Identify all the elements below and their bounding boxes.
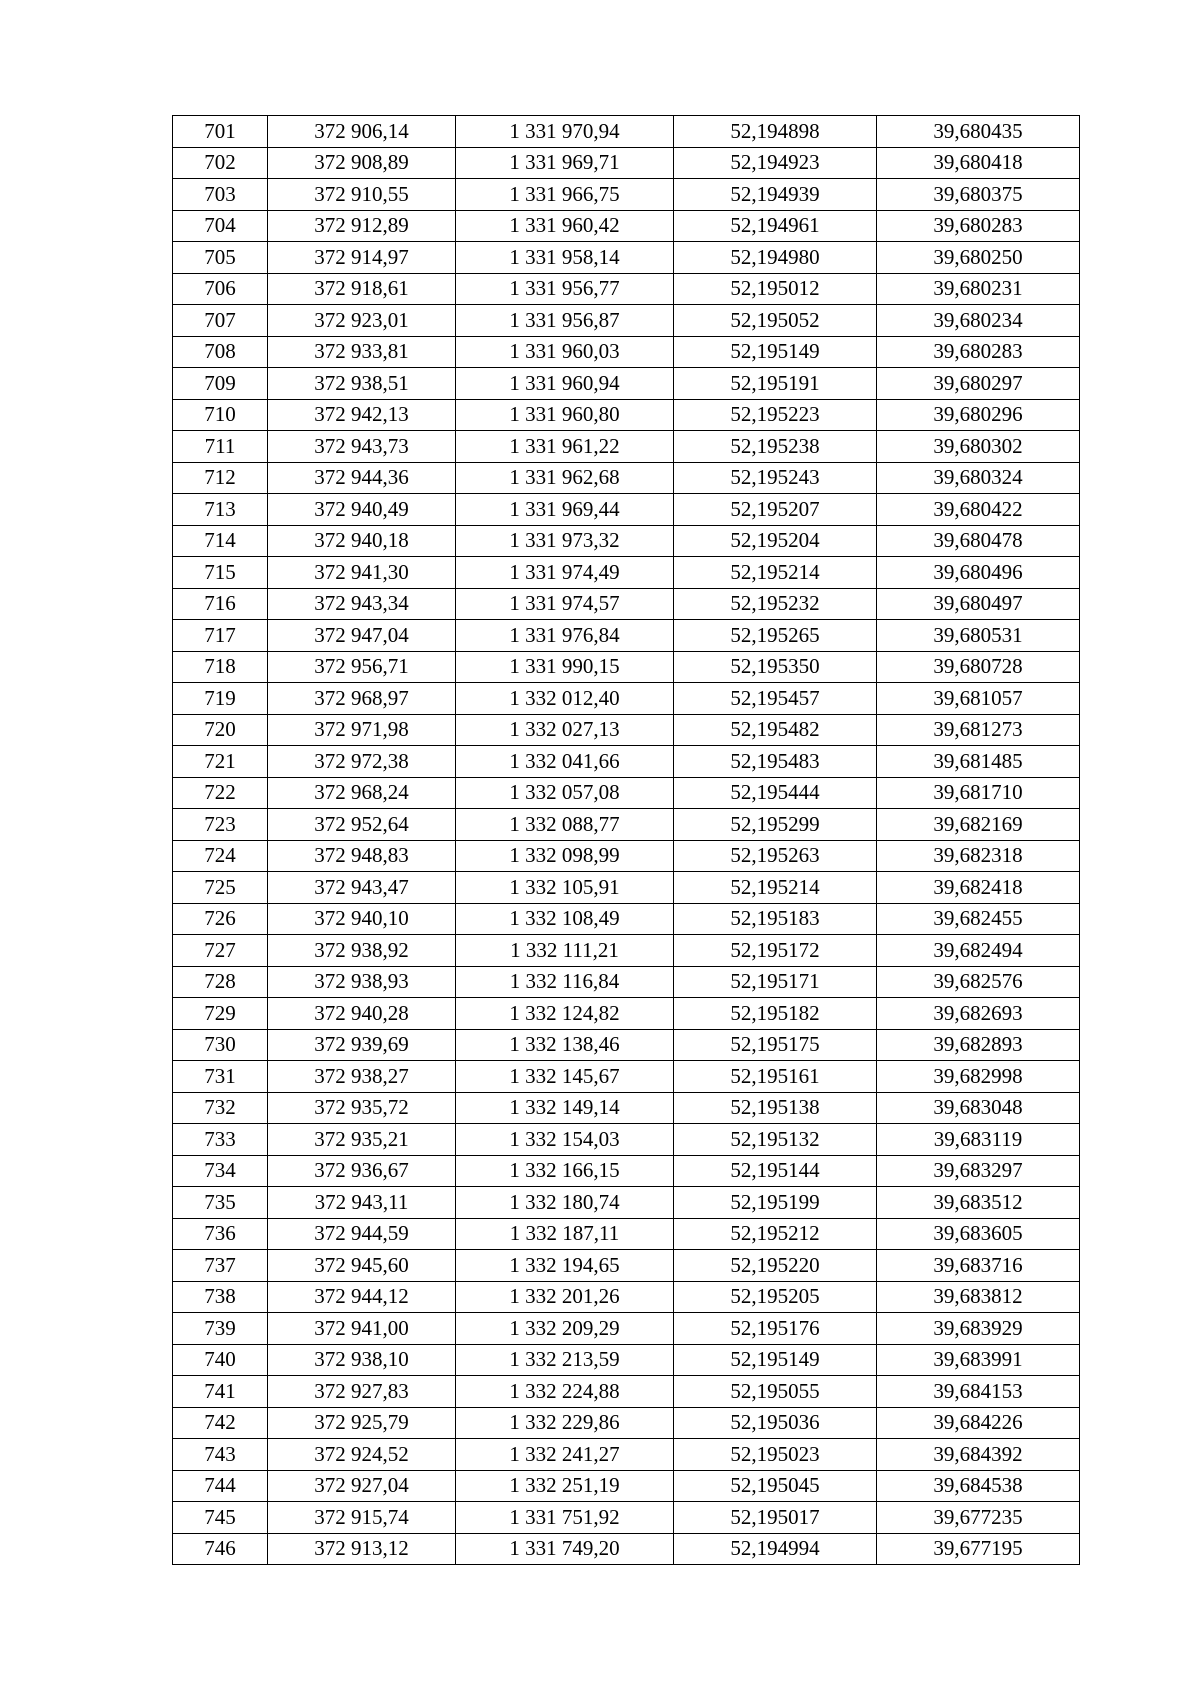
y-coordinate-cell: 1 332 241,27 (456, 1439, 674, 1471)
x-coordinate-cell: 372 914,97 (268, 242, 456, 274)
x-coordinate-cell: 372 925,79 (268, 1407, 456, 1439)
longitude-cell: 39,683812 (877, 1281, 1080, 1313)
latitude-cell: 52,195232 (674, 588, 877, 620)
x-coordinate-cell: 372 943,73 (268, 431, 456, 463)
point-number-cell: 704 (173, 210, 268, 242)
longitude-cell: 39,682318 (877, 840, 1080, 872)
latitude-cell: 52,195204 (674, 525, 877, 557)
longitude-cell: 39,680302 (877, 431, 1080, 463)
y-coordinate-cell: 1 331 962,68 (456, 462, 674, 494)
latitude-cell: 52,195214 (674, 557, 877, 589)
latitude-cell: 52,194939 (674, 179, 877, 211)
x-coordinate-cell: 372 908,89 (268, 147, 456, 179)
longitude-cell: 39,680478 (877, 525, 1080, 557)
latitude-cell: 52,194923 (674, 147, 877, 179)
point-number-cell: 701 (173, 116, 268, 148)
latitude-cell: 52,195176 (674, 1313, 877, 1345)
latitude-cell: 52,195171 (674, 966, 877, 998)
longitude-cell: 39,680531 (877, 620, 1080, 652)
y-coordinate-cell: 1 331 960,94 (456, 368, 674, 400)
x-coordinate-cell: 372 938,27 (268, 1061, 456, 1093)
longitude-cell: 39,682893 (877, 1029, 1080, 1061)
point-number-cell: 746 (173, 1533, 268, 1565)
y-coordinate-cell: 1 331 976,84 (456, 620, 674, 652)
x-coordinate-cell: 372 923,01 (268, 305, 456, 337)
table-row (173, 872, 1080, 904)
latitude-cell: 52,195017 (674, 1502, 877, 1534)
table-row (173, 1281, 1080, 1313)
x-coordinate-cell: 372 956,71 (268, 651, 456, 683)
longitude-cell: 39,680283 (877, 336, 1080, 368)
x-coordinate-cell: 372 940,49 (268, 494, 456, 526)
x-coordinate-cell: 372 940,18 (268, 525, 456, 557)
point-number-cell: 741 (173, 1376, 268, 1408)
point-number-cell: 742 (173, 1407, 268, 1439)
y-coordinate-cell: 1 332 194,65 (456, 1250, 674, 1282)
y-coordinate-cell: 1 332 145,67 (456, 1061, 674, 1093)
point-number-cell: 719 (173, 683, 268, 715)
point-number-cell: 706 (173, 273, 268, 305)
y-coordinate-cell: 1 331 961,22 (456, 431, 674, 463)
latitude-cell: 52,195299 (674, 809, 877, 841)
y-coordinate-cell: 1 332 209,29 (456, 1313, 674, 1345)
x-coordinate-cell: 372 941,00 (268, 1313, 456, 1345)
longitude-cell: 39,684226 (877, 1407, 1080, 1439)
latitude-cell: 52,195483 (674, 746, 877, 778)
longitude-cell: 39,683119 (877, 1124, 1080, 1156)
table-row (173, 777, 1080, 809)
x-coordinate-cell: 372 972,38 (268, 746, 456, 778)
latitude-cell: 52,195223 (674, 399, 877, 431)
x-coordinate-cell: 372 943,34 (268, 588, 456, 620)
table-row (173, 368, 1080, 400)
y-coordinate-cell: 1 332 088,77 (456, 809, 674, 841)
x-coordinate-cell: 372 924,52 (268, 1439, 456, 1471)
longitude-cell: 39,682169 (877, 809, 1080, 841)
y-coordinate-cell: 1 332 124,82 (456, 998, 674, 1030)
longitude-cell: 39,680231 (877, 273, 1080, 305)
y-coordinate-cell: 1 332 108,49 (456, 903, 674, 935)
latitude-cell: 52,195045 (674, 1470, 877, 1502)
point-number-cell: 730 (173, 1029, 268, 1061)
latitude-cell: 52,195243 (674, 462, 877, 494)
latitude-cell: 52,195238 (674, 431, 877, 463)
latitude-cell: 52,195220 (674, 1250, 877, 1282)
point-number-cell: 720 (173, 714, 268, 746)
latitude-cell: 52,195182 (674, 998, 877, 1030)
table-row (173, 525, 1080, 557)
y-coordinate-cell: 1 332 111,21 (456, 935, 674, 967)
y-coordinate-cell: 1 332 012,40 (456, 683, 674, 715)
longitude-cell: 39,681273 (877, 714, 1080, 746)
point-number-cell: 716 (173, 588, 268, 620)
x-coordinate-cell: 372 938,93 (268, 966, 456, 998)
y-coordinate-cell: 1 332 166,15 (456, 1155, 674, 1187)
point-number-cell: 709 (173, 368, 268, 400)
latitude-cell: 52,195149 (674, 1344, 877, 1376)
longitude-cell: 39,683048 (877, 1092, 1080, 1124)
x-coordinate-cell: 372 947,04 (268, 620, 456, 652)
x-coordinate-cell: 372 935,21 (268, 1124, 456, 1156)
latitude-cell: 52,194961 (674, 210, 877, 242)
table-row (173, 1124, 1080, 1156)
latitude-cell: 52,195161 (674, 1061, 877, 1093)
latitude-cell: 52,194898 (674, 116, 877, 148)
latitude-cell: 52,195052 (674, 305, 877, 337)
y-coordinate-cell: 1 332 224,88 (456, 1376, 674, 1408)
table-row (173, 809, 1080, 841)
longitude-cell: 39,683991 (877, 1344, 1080, 1376)
table-row (173, 1250, 1080, 1282)
x-coordinate-cell: 372 943,11 (268, 1187, 456, 1219)
x-coordinate-cell: 372 927,04 (268, 1470, 456, 1502)
y-coordinate-cell: 1 331 956,87 (456, 305, 674, 337)
table-row (173, 1155, 1080, 1187)
latitude-cell: 52,195199 (674, 1187, 877, 1219)
table-row (173, 714, 1080, 746)
longitude-cell: 39,684392 (877, 1439, 1080, 1471)
latitude-cell: 52,195172 (674, 935, 877, 967)
x-coordinate-cell: 372 948,83 (268, 840, 456, 872)
table-row (173, 273, 1080, 305)
point-number-cell: 702 (173, 147, 268, 179)
y-coordinate-cell: 1 331 749,20 (456, 1533, 674, 1565)
table-row (173, 935, 1080, 967)
longitude-cell: 39,680324 (877, 462, 1080, 494)
table-row (173, 1502, 1080, 1534)
y-coordinate-cell: 1 332 154,03 (456, 1124, 674, 1156)
y-coordinate-cell: 1 331 974,49 (456, 557, 674, 589)
table-row (173, 683, 1080, 715)
x-coordinate-cell: 372 915,74 (268, 1502, 456, 1534)
y-coordinate-cell: 1 332 180,74 (456, 1187, 674, 1219)
longitude-cell: 39,682998 (877, 1061, 1080, 1093)
latitude-cell: 52,195132 (674, 1124, 877, 1156)
x-coordinate-cell: 372 939,69 (268, 1029, 456, 1061)
table-row (173, 620, 1080, 652)
longitude-cell: 39,682418 (877, 872, 1080, 904)
x-coordinate-cell: 372 952,64 (268, 809, 456, 841)
latitude-cell: 52,195212 (674, 1218, 877, 1250)
point-number-cell: 726 (173, 903, 268, 935)
point-number-cell: 735 (173, 1187, 268, 1219)
point-number-cell: 710 (173, 399, 268, 431)
latitude-cell: 52,195350 (674, 651, 877, 683)
longitude-cell: 39,680497 (877, 588, 1080, 620)
table-row (173, 746, 1080, 778)
y-coordinate-cell: 1 331 969,71 (456, 147, 674, 179)
latitude-cell: 52,195144 (674, 1155, 877, 1187)
y-coordinate-cell: 1 332 098,99 (456, 840, 674, 872)
y-coordinate-cell: 1 331 970,94 (456, 116, 674, 148)
longitude-cell: 39,683605 (877, 1218, 1080, 1250)
latitude-cell: 52,195055 (674, 1376, 877, 1408)
y-coordinate-cell: 1 331 956,77 (456, 273, 674, 305)
y-coordinate-cell: 1 332 027,13 (456, 714, 674, 746)
point-number-cell: 734 (173, 1155, 268, 1187)
longitude-cell: 39,680418 (877, 147, 1080, 179)
y-coordinate-cell: 1 331 990,15 (456, 651, 674, 683)
longitude-cell: 39,680496 (877, 557, 1080, 589)
point-number-cell: 744 (173, 1470, 268, 1502)
latitude-cell: 52,195023 (674, 1439, 877, 1471)
y-coordinate-cell: 1 331 960,42 (456, 210, 674, 242)
table-row (173, 1376, 1080, 1408)
point-number-cell: 707 (173, 305, 268, 337)
point-number-cell: 737 (173, 1250, 268, 1282)
x-coordinate-cell: 372 943,47 (268, 872, 456, 904)
latitude-cell: 52,195207 (674, 494, 877, 526)
point-number-cell: 745 (173, 1502, 268, 1534)
longitude-cell: 39,684538 (877, 1470, 1080, 1502)
x-coordinate-cell: 372 944,36 (268, 462, 456, 494)
table-row (173, 903, 1080, 935)
table-row (173, 305, 1080, 337)
longitude-cell: 39,677235 (877, 1502, 1080, 1534)
longitude-cell: 39,684153 (877, 1376, 1080, 1408)
longitude-cell: 39,680728 (877, 651, 1080, 683)
table-row (173, 336, 1080, 368)
table-row (173, 557, 1080, 589)
table-row (173, 1029, 1080, 1061)
x-coordinate-cell: 372 944,12 (268, 1281, 456, 1313)
table-row (173, 651, 1080, 683)
table-row (173, 431, 1080, 463)
table-row (173, 179, 1080, 211)
table-row (173, 1313, 1080, 1345)
point-number-cell: 714 (173, 525, 268, 557)
longitude-cell: 39,683716 (877, 1250, 1080, 1282)
latitude-cell: 52,195457 (674, 683, 877, 715)
longitude-cell: 39,681485 (877, 746, 1080, 778)
longitude-cell: 39,680234 (877, 305, 1080, 337)
table-row (173, 210, 1080, 242)
longitude-cell: 39,683929 (877, 1313, 1080, 1345)
x-coordinate-cell: 372 918,61 (268, 273, 456, 305)
y-coordinate-cell: 1 332 149,14 (456, 1092, 674, 1124)
latitude-cell: 52,195444 (674, 777, 877, 809)
latitude-cell: 52,195183 (674, 903, 877, 935)
point-number-cell: 721 (173, 746, 268, 778)
point-number-cell: 739 (173, 1313, 268, 1345)
table-row (173, 1344, 1080, 1376)
table-row (173, 588, 1080, 620)
longitude-cell: 39,680435 (877, 116, 1080, 148)
coordinates-table-body (173, 116, 1080, 1565)
latitude-cell: 52,195175 (674, 1029, 877, 1061)
point-number-cell: 708 (173, 336, 268, 368)
longitude-cell: 39,680296 (877, 399, 1080, 431)
table-row (173, 1218, 1080, 1250)
longitude-cell: 39,677195 (877, 1533, 1080, 1565)
x-coordinate-cell: 372 913,12 (268, 1533, 456, 1565)
latitude-cell: 52,194994 (674, 1533, 877, 1565)
point-number-cell: 725 (173, 872, 268, 904)
table-row (173, 1407, 1080, 1439)
point-number-cell: 712 (173, 462, 268, 494)
longitude-cell: 39,683512 (877, 1187, 1080, 1219)
point-number-cell: 728 (173, 966, 268, 998)
y-coordinate-cell: 1 332 251,19 (456, 1470, 674, 1502)
point-number-cell: 733 (173, 1124, 268, 1156)
x-coordinate-cell: 372 941,30 (268, 557, 456, 589)
longitude-cell: 39,680375 (877, 179, 1080, 211)
y-coordinate-cell: 1 331 973,32 (456, 525, 674, 557)
point-number-cell: 732 (173, 1092, 268, 1124)
longitude-cell: 39,680283 (877, 210, 1080, 242)
table-row (173, 462, 1080, 494)
latitude-cell: 52,195149 (674, 336, 877, 368)
table-row (173, 1092, 1080, 1124)
point-number-cell: 729 (173, 998, 268, 1030)
y-coordinate-cell: 1 332 138,46 (456, 1029, 674, 1061)
x-coordinate-cell: 372 940,10 (268, 903, 456, 935)
longitude-cell: 39,680250 (877, 242, 1080, 274)
longitude-cell: 39,682455 (877, 903, 1080, 935)
x-coordinate-cell: 372 935,72 (268, 1092, 456, 1124)
point-number-cell: 713 (173, 494, 268, 526)
longitude-cell: 39,681057 (877, 683, 1080, 715)
latitude-cell: 52,194980 (674, 242, 877, 274)
x-coordinate-cell: 372 968,24 (268, 777, 456, 809)
point-number-cell: 723 (173, 809, 268, 841)
point-number-cell: 743 (173, 1439, 268, 1471)
latitude-cell: 52,195036 (674, 1407, 877, 1439)
table-row (173, 116, 1080, 148)
x-coordinate-cell: 372 938,51 (268, 368, 456, 400)
longitude-cell: 39,682576 (877, 966, 1080, 998)
table-row (173, 1470, 1080, 1502)
table-row (173, 998, 1080, 1030)
table-row (173, 840, 1080, 872)
table-row (173, 966, 1080, 998)
y-coordinate-cell: 1 331 969,44 (456, 494, 674, 526)
x-coordinate-cell: 372 927,83 (268, 1376, 456, 1408)
point-number-cell: 703 (173, 179, 268, 211)
point-number-cell: 731 (173, 1061, 268, 1093)
x-coordinate-cell: 372 940,28 (268, 998, 456, 1030)
y-coordinate-cell: 1 331 960,80 (456, 399, 674, 431)
latitude-cell: 52,195012 (674, 273, 877, 305)
y-coordinate-cell: 1 332 213,59 (456, 1344, 674, 1376)
table-row (173, 494, 1080, 526)
point-number-cell: 724 (173, 840, 268, 872)
y-coordinate-cell: 1 332 105,91 (456, 872, 674, 904)
longitude-cell: 39,682693 (877, 998, 1080, 1030)
x-coordinate-cell: 372 942,13 (268, 399, 456, 431)
latitude-cell: 52,195191 (674, 368, 877, 400)
point-number-cell: 738 (173, 1281, 268, 1313)
x-coordinate-cell: 372 912,89 (268, 210, 456, 242)
table-row (173, 399, 1080, 431)
y-coordinate-cell: 1 331 966,75 (456, 179, 674, 211)
y-coordinate-cell: 1 332 116,84 (456, 966, 674, 998)
x-coordinate-cell: 372 938,92 (268, 935, 456, 967)
x-coordinate-cell: 372 938,10 (268, 1344, 456, 1376)
latitude-cell: 52,195265 (674, 620, 877, 652)
y-coordinate-cell: 1 332 229,86 (456, 1407, 674, 1439)
point-number-cell: 722 (173, 777, 268, 809)
longitude-cell: 39,682494 (877, 935, 1080, 967)
y-coordinate-cell: 1 332 041,66 (456, 746, 674, 778)
x-coordinate-cell: 372 945,60 (268, 1250, 456, 1282)
latitude-cell: 52,195138 (674, 1092, 877, 1124)
table-row (173, 147, 1080, 179)
point-number-cell: 715 (173, 557, 268, 589)
latitude-cell: 52,195205 (674, 1281, 877, 1313)
latitude-cell: 52,195263 (674, 840, 877, 872)
point-number-cell: 718 (173, 651, 268, 683)
longitude-cell: 39,681710 (877, 777, 1080, 809)
longitude-cell: 39,683297 (877, 1155, 1080, 1187)
y-coordinate-cell: 1 331 958,14 (456, 242, 674, 274)
point-number-cell: 717 (173, 620, 268, 652)
table-row (173, 1439, 1080, 1471)
y-coordinate-cell: 1 332 201,26 (456, 1281, 674, 1313)
point-number-cell: 740 (173, 1344, 268, 1376)
y-coordinate-cell: 1 331 751,92 (456, 1502, 674, 1534)
x-coordinate-cell: 372 944,59 (268, 1218, 456, 1250)
x-coordinate-cell: 372 910,55 (268, 179, 456, 211)
x-coordinate-cell: 372 968,97 (268, 683, 456, 715)
x-coordinate-cell: 372 933,81 (268, 336, 456, 368)
y-coordinate-cell: 1 332 057,08 (456, 777, 674, 809)
point-number-cell: 705 (173, 242, 268, 274)
table-row (173, 242, 1080, 274)
point-number-cell: 736 (173, 1218, 268, 1250)
latitude-cell: 52,195214 (674, 872, 877, 904)
longitude-cell: 39,680422 (877, 494, 1080, 526)
point-number-cell: 711 (173, 431, 268, 463)
y-coordinate-cell: 1 332 187,11 (456, 1218, 674, 1250)
x-coordinate-cell: 372 936,67 (268, 1155, 456, 1187)
latitude-cell: 52,195482 (674, 714, 877, 746)
x-coordinate-cell: 372 971,98 (268, 714, 456, 746)
y-coordinate-cell: 1 331 960,03 (456, 336, 674, 368)
table-row (173, 1533, 1080, 1565)
y-coordinate-cell: 1 331 974,57 (456, 588, 674, 620)
table-row (173, 1187, 1080, 1219)
longitude-cell: 39,680297 (877, 368, 1080, 400)
point-number-cell: 727 (173, 935, 268, 967)
table-row (173, 1061, 1080, 1093)
x-coordinate-cell: 372 906,14 (268, 116, 456, 148)
coordinates-table (172, 115, 1080, 1565)
